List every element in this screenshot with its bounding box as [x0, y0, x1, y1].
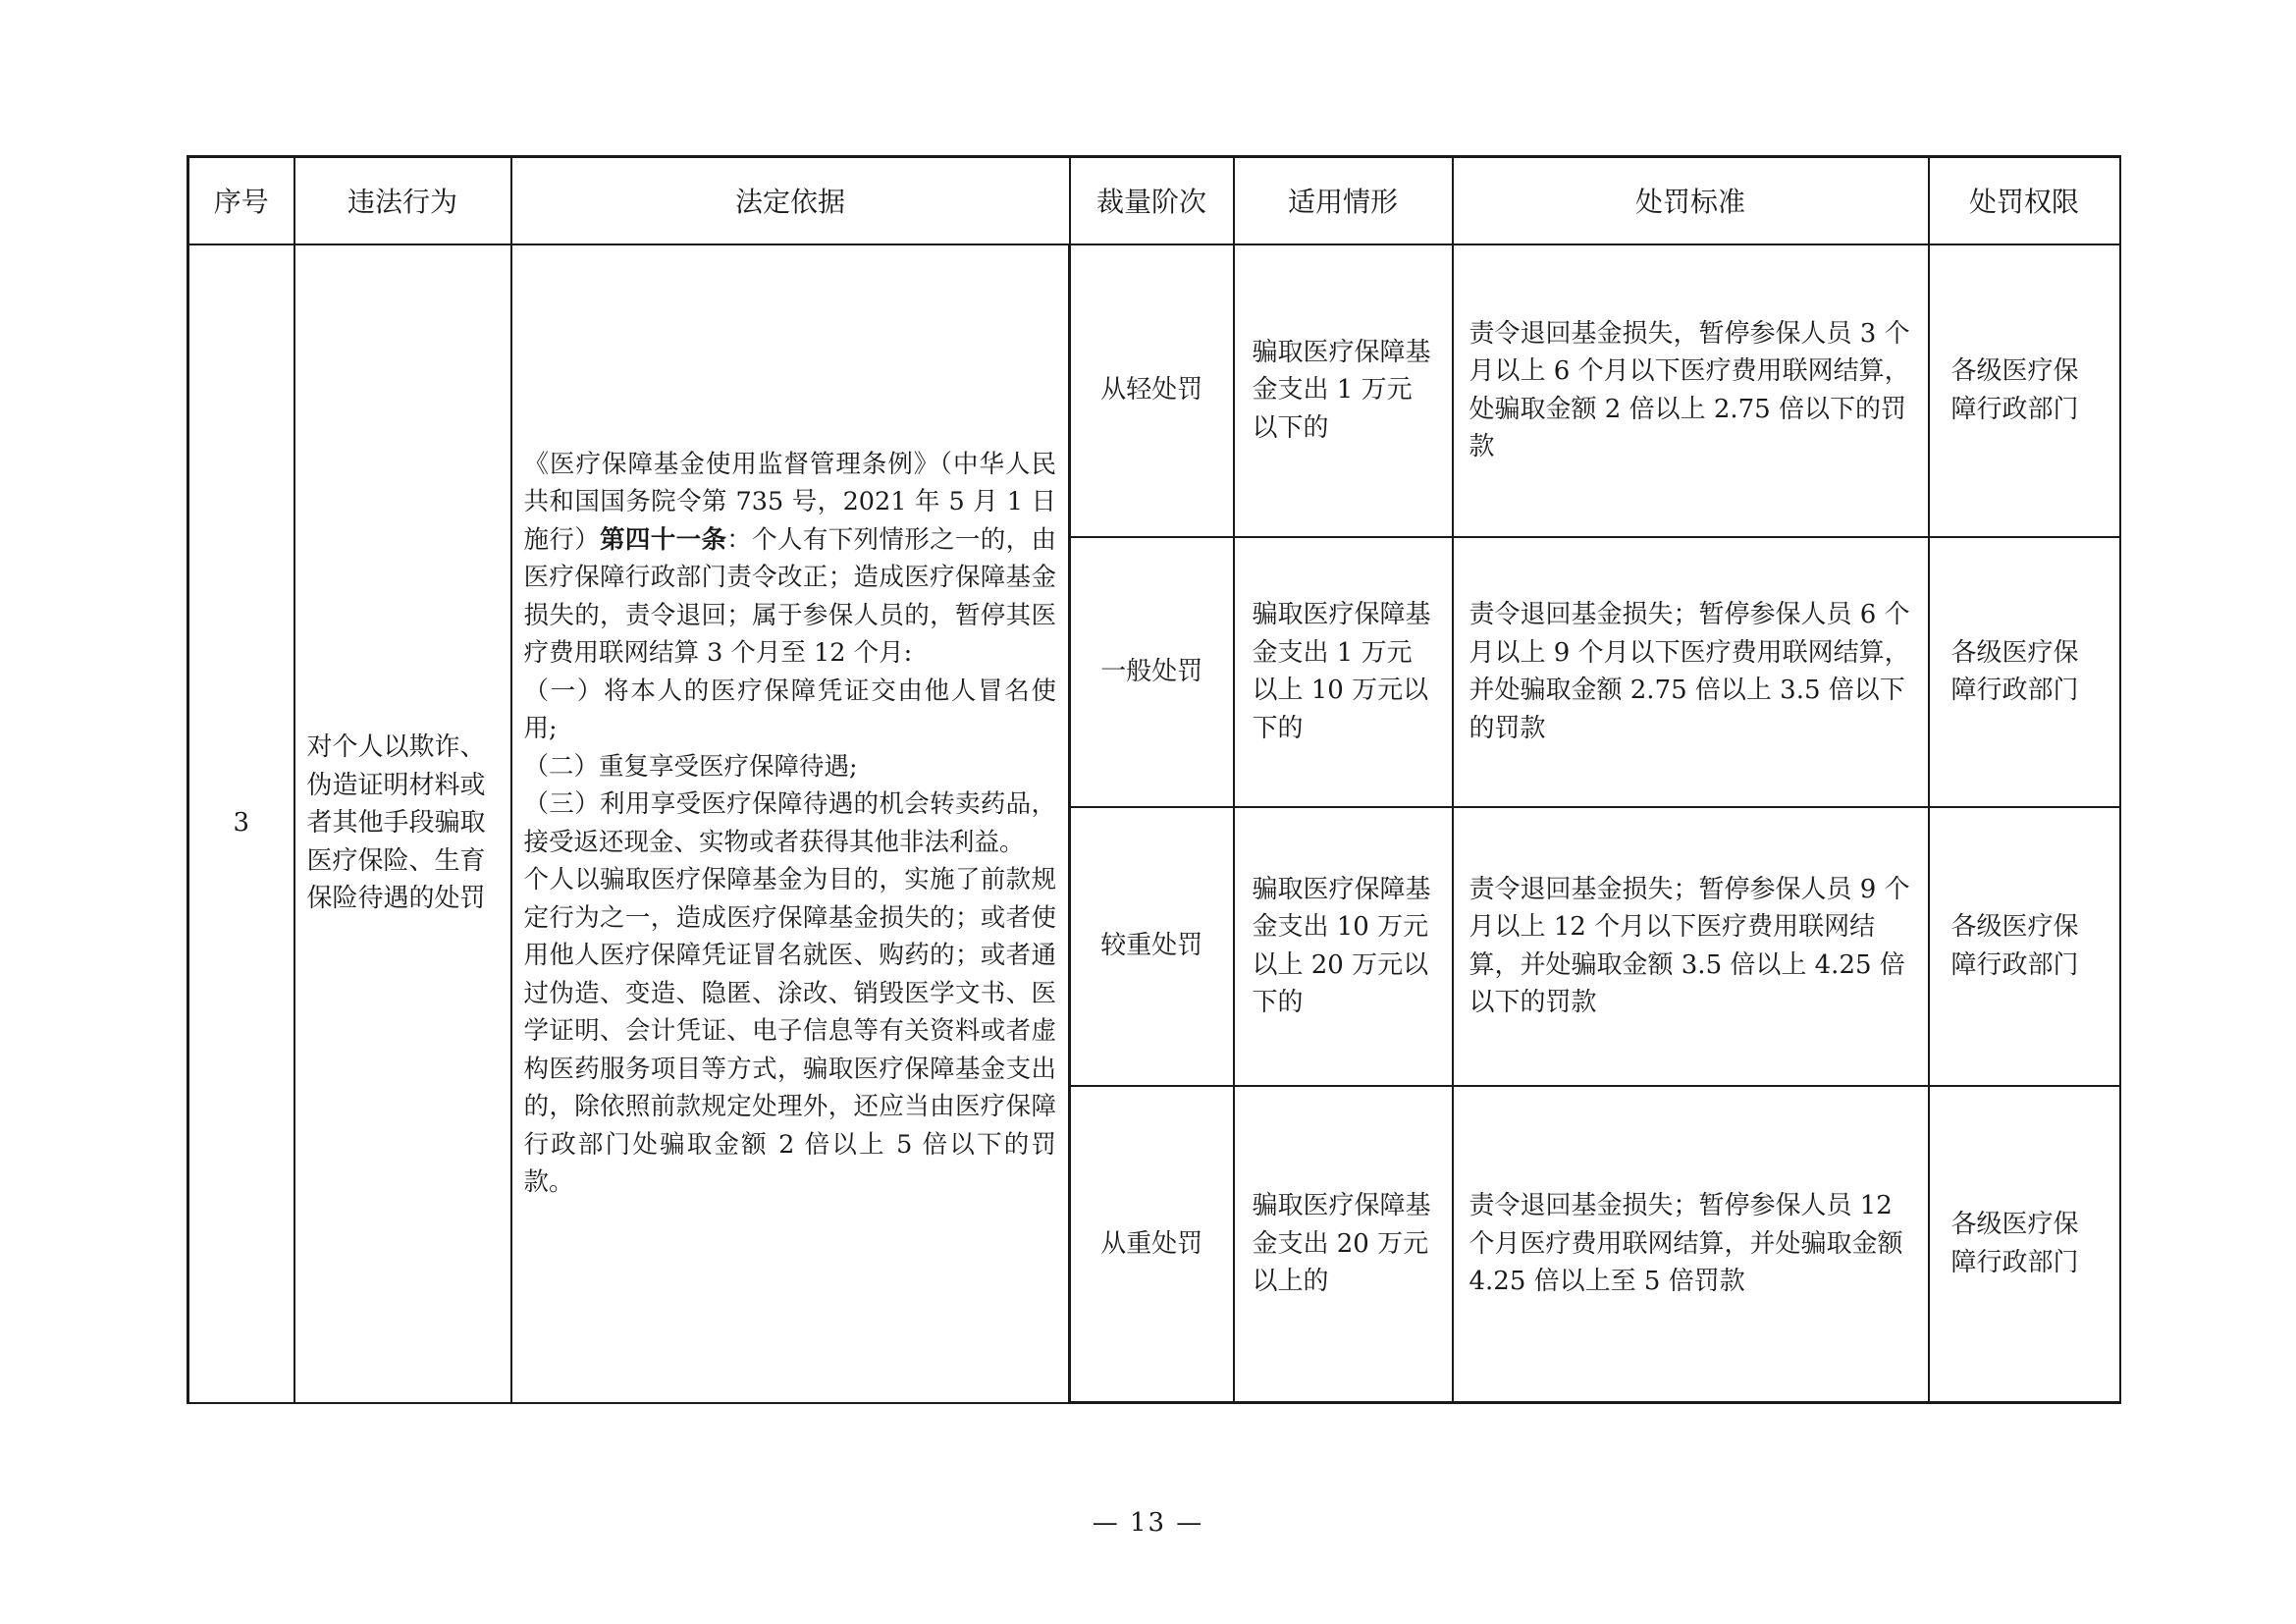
header-seq: 序号 [188, 157, 294, 244]
authority-cell: 各级医疗保障行政部门 [1929, 1086, 2120, 1403]
basis-paragraph-1 [524, 446, 1057, 673]
situation-cell: 骗取医疗保障基金支出 1 万元以上 10 万元以下的 [1234, 537, 1453, 807]
row-seq-cell: 3 [188, 244, 294, 1403]
tier-label: 较重处罚 [1070, 807, 1234, 1086]
basis-article-text: ：个人有下列情形之一的，由医疗保障行政部门责令改正；造成医疗保障基金损失的，责令退回；属于参保人员的，暂停其医疗费用联网结算 3 个月至 12 个月: [523, 524, 1056, 668]
basis-item-2: （二）重复享受医疗保障待遇; [523, 751, 858, 782]
header-row [188, 157, 2120, 244]
header-standard: 处罚标准 [1453, 157, 1929, 244]
violation-cell: 对个人以欺诈、伪造证明材料或者其他手段骗取医疗保险、生育保险待遇的处罚 [294, 244, 511, 1403]
standard-cell: 责令退回基金损失；暂停参保人员 9 个月以上 12 个月以下医疗费用联网结算，并处骗取金额 3.5 倍以上 4.25 倍以下的罚款 [1453, 807, 1929, 1086]
standard-cell: 责令退回基金损失；暂停参保人员 12 个月医疗费用联网结算，并处骗取金额 4.25 倍以上至 5 倍罚款 [1453, 1086, 1929, 1403]
situation-cell: 骗取医疗保障基金支出 1 万元以下的 [1234, 244, 1453, 537]
basis-item-3: （三）利用享受医疗保障待遇的机会转卖药品，接受返还现金、实物或者获得其他非法利益。 [523, 789, 1056, 857]
table-row-tier-1 [188, 244, 2120, 537]
situation-cell: 骗取医疗保障基金支出 10 万元以上 20 万元以下的 [1234, 807, 1453, 1086]
header-basis: 法定依据 [511, 157, 1070, 244]
penalty-standards-table [187, 155, 2121, 1404]
header-situation: 适用情形 [1234, 157, 1453, 244]
basis-article: 第四十一条 [600, 524, 727, 555]
standard-cell: 责令退回基金损失，暂停参保人员 3 个月以上 6 个月以下医疗费用联网结算，处骗取金额 2 倍以上 2.75 倍以下的罚款 [1453, 244, 1929, 537]
basis-regulation: 《医疗保障基金使用监督管理条例》（中华人民共和国国务院令第 735 号，2021 年 5 月 1 日施行） [523, 449, 1056, 555]
header-violation: 违法行为 [294, 157, 511, 244]
legal-basis-cell [511, 244, 1070, 1403]
header-tier: 裁量阶次 [1070, 157, 1234, 244]
page-number: — 13 — [1092, 1508, 1204, 1538]
authority-cell: 各级医疗保障行政部门 [1929, 537, 2120, 807]
situation-cell: 骗取医疗保障基金支出 20 万元以上的 [1234, 1086, 1453, 1403]
basis-paragraph-2: 个人以骗取医疗保障基金为目的，实施了前款规定行为之一，造成医疗保障基金损失的；或者使用他人医疗保障凭证冒名就医、购药的；或者通过伪造、变造、隐匿、涂改、销毁医学文书、医学证明、会计凭证、电子信息等有关资料或者虚构医药服务项目等方式，骗取医疗保障基金支出的，除依照前款规定处理外，还应当由医疗保障行政部门处骗取金额 2 倍以上 5 倍以下的罚款。 [523, 865, 1056, 1197]
tier-label: 从轻处罚 [1070, 244, 1234, 537]
tier-label: 从重处罚 [1070, 1086, 1234, 1403]
tier-label: 一般处罚 [1070, 537, 1234, 807]
basis-item-1: （一）将本人的医疗保障凭证交由他人冒名使用; [523, 676, 1056, 743]
authority-cell: 各级医疗保障行政部门 [1929, 807, 2120, 1086]
authority-cell: 各级医疗保障行政部门 [1929, 244, 2120, 537]
header-authority: 处罚权限 [1929, 157, 2120, 244]
standard-cell: 责令退回基金损失；暂停参保人员 6 个月以上 9 个月以下医疗费用联网结算，并处骗取金额 2.75 倍以上 3.5 倍以下的罚款 [1453, 537, 1929, 807]
